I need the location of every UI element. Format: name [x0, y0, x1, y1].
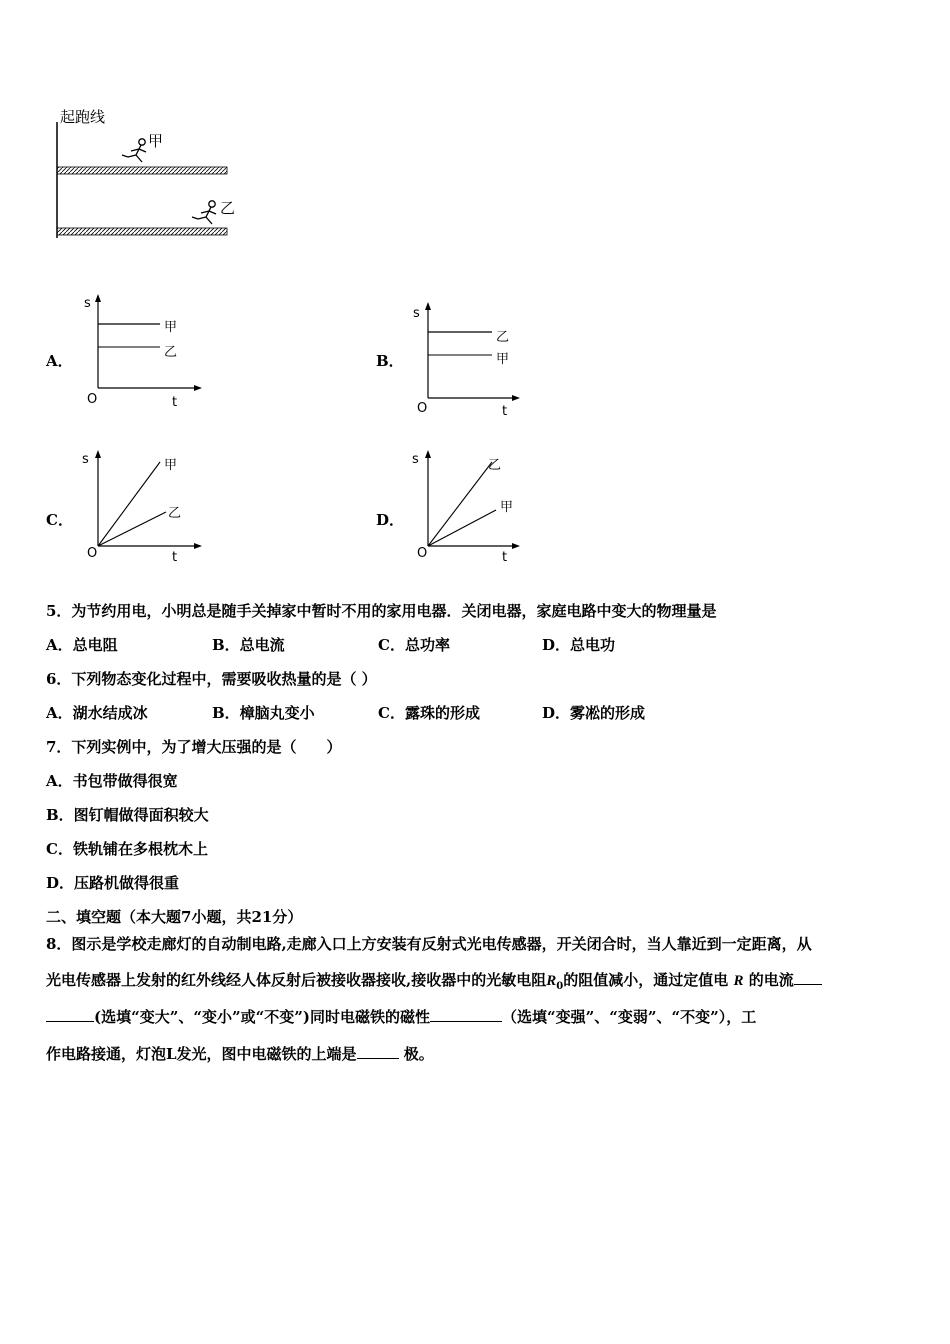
track-divider-2: [57, 228, 227, 235]
graph-c-line-steep: [98, 462, 160, 546]
q5-option-c: C．总功率: [378, 636, 450, 654]
q6-option-a: A．湖水结成冰: [46, 704, 148, 722]
graph-b-label-top: 乙: [496, 330, 510, 345]
q8-line-2: [46, 973, 822, 992]
graph-b-axis-t: t: [502, 404, 508, 419]
q5-stem: 5．为节约用电，小明总是随手关掉家中暂时不用的家用电器．关闭电器，家庭电路中变大的物理量是: [46, 602, 717, 620]
r0-symbol: R: [546, 973, 557, 989]
graph-a: [78, 290, 208, 412]
graph-c: [78, 446, 208, 570]
q8-line-2-part-b: 的阻值减小，通过定值电: [563, 971, 729, 989]
graph-a-axis-t: t: [172, 395, 178, 410]
q8-line-2-part-c: 的电流: [748, 971, 794, 989]
graph-d-axis-t: t: [502, 550, 508, 565]
track-divider-1: [57, 167, 227, 174]
graph-a-label-top: 甲: [164, 320, 178, 335]
start-line-label: 起跑线: [60, 108, 106, 126]
graph-b-label-bottom: 甲: [496, 352, 510, 367]
q7-option-d: D．压路机做得很重: [46, 874, 180, 892]
graph-a-axis-s: s: [84, 296, 91, 311]
r0-subscript: 0: [556, 981, 564, 992]
q6-option-b: B．樟脑丸变小: [212, 704, 315, 722]
graph-d-label-shallow: 甲: [500, 500, 514, 515]
graph-d-origin: O: [417, 546, 428, 561]
answer-blank-3[interactable]: [357, 1058, 399, 1059]
q8-line-3-part-a: (选填“变大”、“变小”或“不变”)同时电磁铁的磁性: [94, 1008, 430, 1026]
runner-a-icon: [122, 139, 146, 162]
q5-option-b: B．总电流: [212, 636, 285, 654]
q5-option-a: A．总电阻: [46, 636, 118, 654]
q7-option-c: C．铁轨铺在多根枕木上: [46, 840, 208, 858]
q7-stem: 7．下列实例中，为了增大压强的是（ ）: [46, 738, 342, 756]
answer-blank-1a[interactable]: [794, 984, 822, 985]
graph-c-line-shallow: [98, 512, 166, 546]
q8-line-4: [46, 1047, 434, 1062]
runner-b-icon: [192, 201, 216, 224]
graph-c-label-steep: 甲: [164, 458, 178, 473]
q8-line-4-part-b: 极。: [403, 1045, 434, 1063]
q8-line-4-part-a: 作电路接通，灯泡L发光，图中电磁铁的上端是: [46, 1045, 357, 1063]
graph-d-axis-s: s: [412, 452, 419, 467]
option-d-label: D．: [376, 511, 405, 529]
q8-line-3: [46, 1010, 756, 1025]
graph-d: [408, 446, 538, 570]
option-b-label: B．: [376, 352, 404, 370]
graph-b: [408, 298, 538, 420]
graph-b-axis-s: s: [413, 306, 420, 321]
graph-a-label-bottom: 乙: [164, 345, 178, 360]
option-c-label: C．: [46, 511, 73, 529]
runner-a-label: 甲: [148, 132, 164, 150]
graph-d-line-shallow: [428, 510, 496, 546]
q8-line-2-part-a: 光电传感器上发射的红外线经人体反射后被接收器接收,接收器中的光敏电阻: [46, 971, 547, 989]
option-a-label: A．: [46, 352, 73, 370]
answer-blank-2[interactable]: [430, 1021, 502, 1022]
q7-option-b: B．图钉帽做得面积较大: [46, 806, 209, 824]
graph-b-origin: O: [417, 401, 428, 416]
q6-option-c: C．露珠的形成: [378, 704, 480, 722]
graph-c-axis-s: s: [82, 452, 89, 467]
graph-c-origin: O: [87, 546, 98, 561]
r-symbol: R: [733, 973, 744, 989]
graph-a-origin: O: [87, 392, 98, 407]
graph-d-label-steep: 乙: [488, 458, 502, 473]
graph-c-label-shallow: 乙: [168, 506, 182, 521]
graph-d-line-steep: [428, 462, 492, 546]
q6-option-d: D．雾凇的形成: [542, 704, 646, 722]
graph-c-axis-t: t: [172, 550, 178, 565]
track-figure: [50, 100, 250, 250]
q6-stem: 6．下列物态变化过程中，需要吸收热量的是（ ）: [46, 670, 377, 688]
answer-blank-1b[interactable]: [46, 1021, 94, 1022]
q5-option-d: D．总电功: [542, 636, 616, 654]
q8-line-1: 8．图示是学校走廊灯的自动制电路,走廊入口上方安装有反射式光电传感器，开关闭合时，当人靠近到一定距离，从: [46, 935, 812, 953]
track-drawing: [50, 100, 250, 250]
q7-option-a: A．书包带做得很宽: [46, 772, 178, 790]
runner-b-label: 乙: [220, 199, 236, 217]
section-2-heading: 二、填空题（本大题7小题，共21分）: [46, 908, 303, 926]
q8-line-3-part-b: （选填“变强”、“变弱”、“不变”），工: [501, 1008, 757, 1026]
